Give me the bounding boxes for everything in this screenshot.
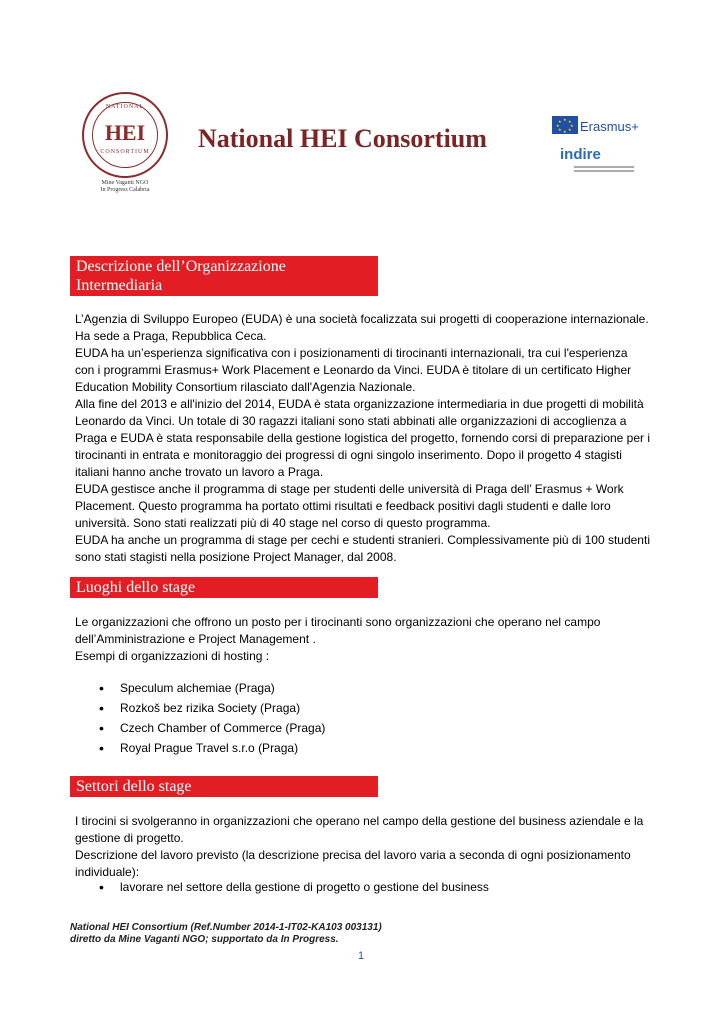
seal-subtitle-line1: Mine Vaganti NGO	[101, 180, 149, 186]
list-item: • Czech Chamber of Commerce (Praga)	[75, 718, 650, 738]
indire-logo: indire	[560, 146, 601, 163]
consortium-seal-logo	[80, 92, 174, 196]
paragraph: Descrizione del lavoro previsto (la descrizione precisa del lavoro varia a seconda di ogni posizionamento individuale):	[75, 848, 631, 879]
list-item: • Speculum alchemiae (Praga)	[75, 678, 650, 698]
eu-flag-icon: ★ ★ ★ ★ ★ ★ ★ ★	[552, 116, 578, 134]
page-number: 1	[358, 950, 365, 962]
list-item: • lavorare nel settore della gestione di progetto o gestione del business	[75, 877, 650, 897]
section-body-organizzazione	[75, 311, 650, 566]
paragraph: L’Agenzia di Sviluppo Europeo (EUDA) è una società focalizzata sui progetti di cooperazione internazionale. Ha sede a Praga, Repubblica Ceca.	[75, 312, 649, 343]
page-title: National HEI Consortium	[198, 124, 487, 153]
seal-center-text: HEI	[104, 120, 146, 145]
seal-top-text: NATIONAL	[105, 104, 145, 110]
list-item: • Rozkoš bez rizika Society (Praga)	[75, 698, 650, 718]
section-body-settori	[75, 813, 650, 881]
page-footer	[70, 922, 382, 946]
paragraph: Esempi di organizzazioni di hosting :	[75, 649, 270, 663]
seal-bottom-text: CONSORTIUM	[100, 149, 150, 155]
erasmus-plus-logo	[552, 116, 642, 138]
footer-line2: diretto da Mine Vaganti NGO; supportato da In Progress.	[70, 934, 339, 945]
paragraph: EUDA ha anche un programma di stage per cechi e studenti stranieri. Complessivamente più di 100 studenti sono stati stagisti nella posizione Project Manager, dal 2008.	[75, 533, 650, 564]
job-tasks-list	[75, 877, 650, 897]
section-heading-luoghi: Luoghi dello stage	[70, 577, 378, 598]
paragraph: Le organizzazioni che offrono un posto per i tirocinanti sono organizzazioni che operano nel campo dell’Amministrazione e Project Management .	[75, 615, 601, 646]
section-body-luoghi	[75, 614, 650, 665]
paragraph: Alla fine del 2013 e all'inizio del 2014, EUDA è stata organizzazione intermediaria in due progetti di mobilità Leonardo da Vinci. Un totale di 30 ragazzi italiani sono stati abbinati alle organizzazioni di accoglienza a Praga e EUDA è stata responsabile della gestione logistica del progetto, fornendo corsi di preparazione per i tirocinanti in entrata e monitoraggio dei progressi di ogni singolo inserimento. Dopo il progetto 4 stagisti italiani hanno anche trovato un lavoro a Praga.	[75, 397, 651, 479]
section-heading-organizzazione	[70, 256, 378, 296]
section-heading-line2: Intermediaria	[76, 277, 163, 294]
list-item: • Royal Prague Travel s.r.o (Praga)	[75, 738, 650, 758]
erasmus-label: Erasmus+	[580, 119, 639, 134]
seal-subtitle	[80, 180, 170, 194]
paragraph: I tirocini si svolgeranno in organizzazioni che operano nel campo della gestione del business aziendale e la gestione di progetto.	[75, 814, 644, 845]
seal-subtitle-line2: In Progress Calabria	[100, 187, 150, 193]
section-heading-line1: Descrizione dell’Organizzazione	[76, 258, 286, 275]
section-heading-settori: Settori dello stage	[70, 776, 378, 797]
paragraph: EUDA gestisce anche il programma di stage per studenti delle università di Praga dell’ Erasmus + Work Placement. Questo programma ha portato ottimi risultati e feedback positivi dagli studenti e dalle loro università. Sono stati realizzati più di 40 stage nel corso di questo programma.	[75, 482, 624, 530]
indire-logo-subtext	[574, 166, 634, 172]
hosting-organizations-list	[75, 678, 650, 758]
footer-line1: National HEI Consortium (Ref.Number 2014-1-IT02-KA103 003131)	[70, 922, 382, 933]
paragraph: EUDA ha un’esperienza significativa con i posizionamenti di tirocinanti internazionali, tra cui l'esperienza con i programmi Erasmus+ Work Placement e Leonardo da Vinci. EUDA è titolare di un certificato Higher Education Mobility Consortium rilasciato dall'Agenzia Nazionale.	[75, 346, 632, 394]
